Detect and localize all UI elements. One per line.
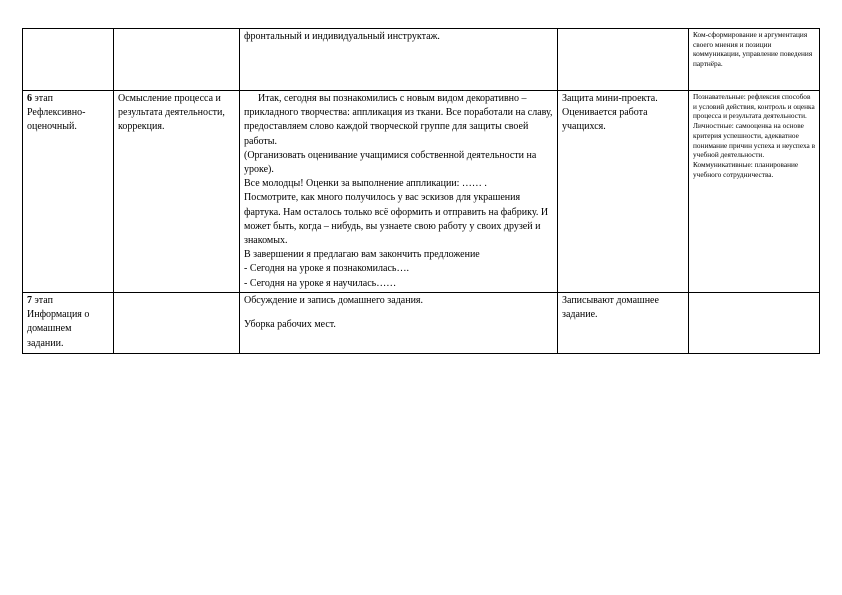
student-text: Записывают домашнее задание. [562, 295, 659, 321]
content-cell [114, 29, 240, 91]
stage-name: Рефлексивно-оценочный. [27, 107, 86, 133]
table-row [23, 91, 820, 293]
student-activity-cell [558, 293, 689, 354]
teacher-text: - Сегодня на уроке я научилась…… [244, 277, 397, 289]
lesson-table [22, 28, 820, 354]
stage-cell [23, 29, 114, 91]
stage-cell [23, 293, 114, 354]
uud-text: Коммуникативные: планирование учебного сотрудничества. [693, 159, 799, 179]
teacher-text: (Организовать оценивание учащимися собственной деятельности на уроке). [244, 149, 537, 176]
student-activity-cell [558, 29, 689, 91]
stage-word: этап [32, 93, 53, 104]
teacher-text: - Сегодня на уроке я познакомилась…. [244, 263, 409, 275]
teacher-text: Обсуждение и запись домашнего задания. [244, 295, 424, 306]
uud-cell [689, 293, 820, 354]
teacher-text: Итак, сегодня вы познакомились с новым видом декоративно – прикладного творчества: аппликация из ткани. Все поработали на славу, предоставляем слово каждой творческой группе для защиты своей работы. [244, 93, 553, 147]
teacher-text: Посмотрите, как много получилось у вас эскизов для украшения фартука. Нам осталось только всё оформить и отправить на фабрику. И может быть, когда – нибудь, вы узнаете свою работу у своих друзей и знакомых. [244, 192, 549, 247]
uud-text: Ком-сформирование и аргументация своего мнения и позиции коммуникации, управление поведения партнёра. [693, 30, 813, 69]
content-cell [114, 293, 240, 354]
uud-text: Познавательные: рефлексия способов и условий действия, контроль и оценка процесса и результата деятельности. [693, 92, 815, 121]
teacher-activity-cell [240, 293, 558, 354]
stage-number: 7 [27, 295, 32, 306]
stage-number: 6 [27, 93, 32, 104]
student-activity-cell [558, 91, 689, 293]
teacher-activity-cell [240, 91, 558, 293]
teacher-text: В завершении я предлагаю вам закончить предложение [244, 249, 480, 261]
uud-text: Личностные: самооценка на основе критерия успешности, адекватное понимание причин успеха и неуспеха в учебной деятельности. [693, 121, 816, 160]
stage-cell [23, 91, 114, 293]
stage-word: этап [32, 295, 53, 306]
student-text: Защита мини-проекта. Оценивается работа учащихся. [562, 93, 658, 133]
content-text: Осмысление процесса и результата деятельности, коррекция. [118, 93, 225, 133]
content-cell [114, 91, 240, 293]
uud-cell [689, 29, 820, 91]
stage-name: Информация о домашнем задании. [27, 309, 90, 349]
table-row [23, 29, 820, 91]
teacher-text: Все молодцы! Оценки за выполнение аппликации: …… . [244, 178, 487, 190]
teacher-activity-cell [240, 29, 558, 91]
uud-cell [689, 91, 820, 293]
teacher-text: фронтальный и индивидуальный инструктаж. [244, 31, 440, 42]
table-row [23, 293, 820, 354]
teacher-text: Уборка рабочих мест. [244, 319, 336, 331]
